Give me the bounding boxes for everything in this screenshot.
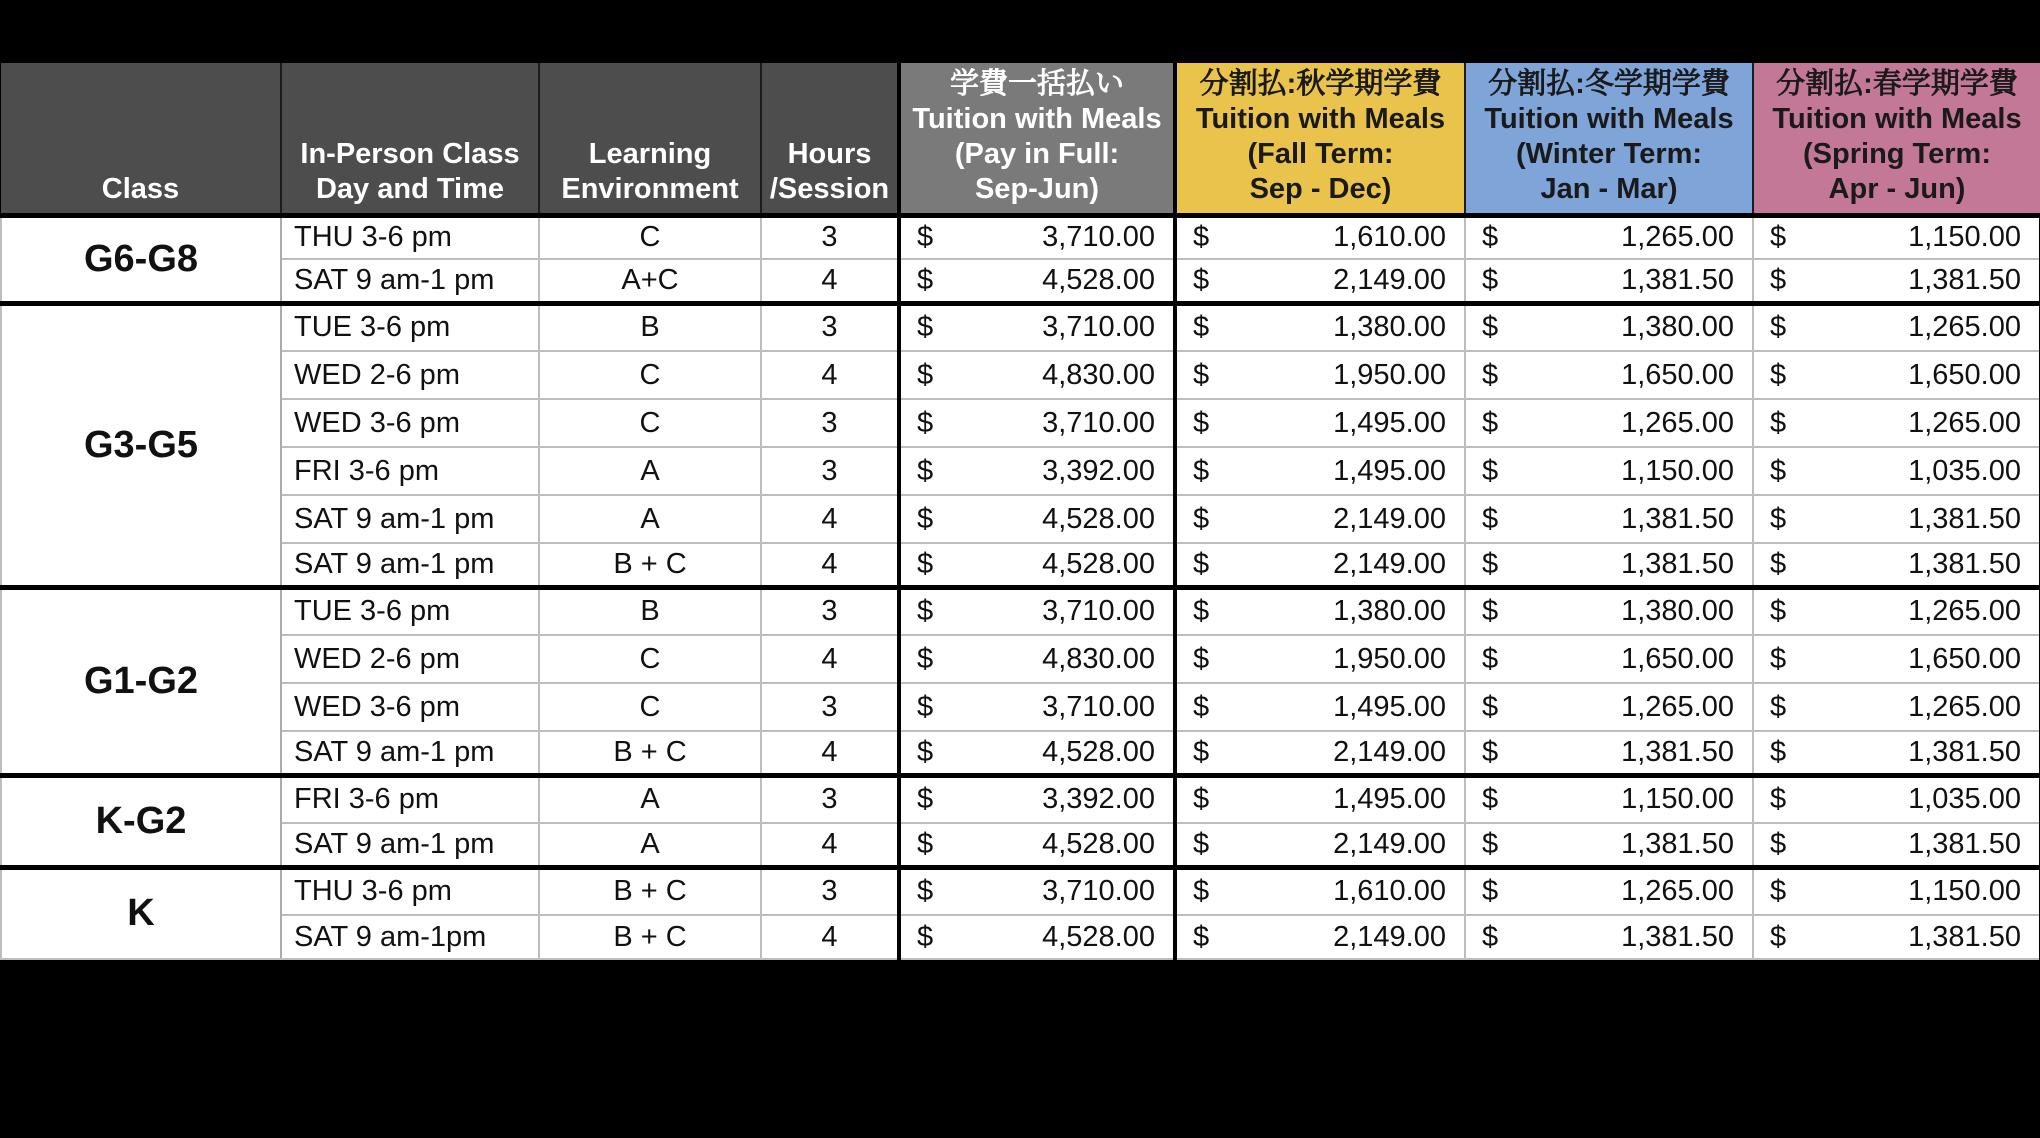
amount-value: 1,035.00 <box>1908 783 2021 816</box>
currency-symbol: $ <box>1770 358 1787 391</box>
currency-symbol: $ <box>1770 642 1787 675</box>
spring-term-cell <box>1753 587 2040 635</box>
header-day-time-line-2: Day and Time <box>315 172 505 205</box>
environment-cell: A <box>539 495 761 543</box>
currency-symbol: $ <box>1193 358 1210 391</box>
header-environment-line-1: Learning <box>588 137 712 170</box>
amount-value: 1,381.50 <box>1908 263 2021 296</box>
fall-term-cell <box>1175 447 1465 495</box>
hours-cell: 4 <box>761 823 899 867</box>
hours-cell: 4 <box>761 495 899 543</box>
currency-symbol: $ <box>917 502 934 535</box>
pay-in-full-cell <box>899 447 1175 495</box>
environment-cell: C <box>539 351 761 399</box>
amount-value: 3,392.00 <box>1042 783 1155 816</box>
spring-term-cell <box>1753 731 2040 775</box>
currency-symbol: $ <box>1482 406 1499 439</box>
fall-term-cell <box>1175 587 1465 635</box>
currency-symbol: $ <box>1193 920 1210 953</box>
environment-cell: A <box>539 823 761 867</box>
amount-value: 1,381.50 <box>1908 735 2021 768</box>
currency-symbol: $ <box>1482 690 1499 723</box>
environment-cell: A <box>539 775 761 823</box>
currency-symbol: $ <box>1193 875 1210 908</box>
currency-symbol: $ <box>1482 221 1499 254</box>
currency-symbol: $ <box>1193 595 1210 628</box>
amount-value: 1,265.00 <box>1908 406 2021 439</box>
hours-cell: 3 <box>761 683 899 731</box>
amount-value: 3,710.00 <box>1042 690 1155 723</box>
currency-symbol: $ <box>1770 406 1787 439</box>
pay-in-full-cell <box>899 635 1175 683</box>
amount-value: 1,495.00 <box>1333 406 1446 439</box>
currency-symbol: $ <box>1193 502 1210 535</box>
environment-cell: B + C <box>539 543 761 587</box>
pay-in-full-cell <box>899 683 1175 731</box>
table-row <box>1 915 2040 959</box>
amount-value: 1,380.00 <box>1621 595 1734 628</box>
amount-value: 1,381.50 <box>1621 502 1734 535</box>
table-row <box>1 447 2040 495</box>
class-label: G1-G2 <box>1 587 281 775</box>
hours-cell: 3 <box>761 399 899 447</box>
currency-symbol: $ <box>1770 311 1787 344</box>
amount-value: 1,495.00 <box>1333 690 1446 723</box>
currency-symbol: $ <box>1770 547 1787 580</box>
amount-value: 1,381.50 <box>1908 502 2021 535</box>
header-winter-line-3: (Winter Term: <box>1515 137 1703 170</box>
pay-in-full-cell <box>899 495 1175 543</box>
spring-term-cell <box>1753 915 2040 959</box>
currency-symbol: $ <box>1193 642 1210 675</box>
environment-cell: B + C <box>539 731 761 775</box>
amount-value: 1,265.00 <box>1621 875 1734 908</box>
amount-value: 1,265.00 <box>1621 690 1734 723</box>
amount-value: 2,149.00 <box>1333 547 1446 580</box>
day-time-cell: SAT 9 am-1 pm <box>281 259 539 303</box>
currency-symbol: $ <box>917 875 934 908</box>
amount-value: 1,150.00 <box>1621 454 1734 487</box>
hours-cell: 3 <box>761 303 899 351</box>
hours-cell: 4 <box>761 259 899 303</box>
day-time-cell: TUE 3-6 pm <box>281 303 539 351</box>
currency-symbol: $ <box>1770 875 1787 908</box>
fall-term-cell <box>1175 823 1465 867</box>
hours-cell: 3 <box>761 215 899 259</box>
amount-value: 4,528.00 <box>1042 502 1155 535</box>
header-winter-term <box>1465 63 1753 215</box>
amount-value: 1,380.00 <box>1333 595 1446 628</box>
environment-cell: B + C <box>539 867 761 915</box>
header-winter-line-1: 分割払:冬学期学費 <box>1488 67 1730 100</box>
header-full-line-1: 学費一括払い <box>949 67 1124 100</box>
currency-symbol: $ <box>1770 920 1787 953</box>
header-pay-in-full <box>899 63 1175 215</box>
header-spring-line-4: Apr - Jun) <box>1828 172 1966 205</box>
table-row <box>1 215 2040 259</box>
pay-in-full-cell <box>899 823 1175 867</box>
table-row <box>1 351 2040 399</box>
header-day-time <box>281 63 539 215</box>
amount-value: 4,528.00 <box>1042 735 1155 768</box>
currency-symbol: $ <box>1482 783 1499 816</box>
amount-value: 1,381.50 <box>1621 263 1734 296</box>
pay-in-full-cell <box>899 215 1175 259</box>
class-label: G3-G5 <box>1 303 281 587</box>
currency-symbol: $ <box>1770 454 1787 487</box>
day-time-cell: WED 2-6 pm <box>281 351 539 399</box>
amount-value: 3,392.00 <box>1042 454 1155 487</box>
winter-term-cell <box>1465 351 1753 399</box>
day-time-cell: TUE 3-6 pm <box>281 587 539 635</box>
header-hours-line-1: Hours <box>787 137 872 170</box>
currency-symbol: $ <box>1482 875 1499 908</box>
fall-term-cell <box>1175 915 1465 959</box>
amount-value: 3,710.00 <box>1042 875 1155 908</box>
amount-value: 4,830.00 <box>1042 358 1155 391</box>
day-time-cell: SAT 9 am-1 pm <box>281 731 539 775</box>
currency-symbol: $ <box>1193 827 1210 860</box>
amount-value: 1,950.00 <box>1333 642 1446 675</box>
currency-symbol: $ <box>1770 263 1787 296</box>
currency-symbol: $ <box>1482 358 1499 391</box>
currency-symbol: $ <box>1482 595 1499 628</box>
winter-term-cell <box>1465 867 1753 915</box>
currency-symbol: $ <box>1770 595 1787 628</box>
winter-term-cell <box>1465 215 1753 259</box>
currency-symbol: $ <box>1482 454 1499 487</box>
table-row <box>1 775 2040 823</box>
fall-term-cell <box>1175 731 1465 775</box>
currency-symbol: $ <box>1482 920 1499 953</box>
header-class <box>1 63 281 215</box>
spring-term-cell <box>1753 215 2040 259</box>
header-spring-line-1: 分割払:春学期学費 <box>1776 67 2018 100</box>
header-day-time-line-1: In-Person Class <box>300 137 520 170</box>
currency-symbol: $ <box>1482 735 1499 768</box>
day-time-cell: THU 3-6 pm <box>281 215 539 259</box>
day-time-cell: FRI 3-6 pm <box>281 775 539 823</box>
hours-cell: 4 <box>761 731 899 775</box>
currency-symbol: $ <box>1193 690 1210 723</box>
currency-symbol: $ <box>1193 311 1210 344</box>
winter-term-cell <box>1465 587 1753 635</box>
currency-symbol: $ <box>1482 263 1499 296</box>
header-hours-line-2: /Session <box>769 172 890 205</box>
pay-in-full-cell <box>899 543 1175 587</box>
pay-in-full-cell <box>899 731 1175 775</box>
fall-term-cell <box>1175 215 1465 259</box>
environment-cell: B <box>539 587 761 635</box>
winter-term-cell <box>1465 683 1753 731</box>
spring-term-cell <box>1753 635 2040 683</box>
amount-value: 1,265.00 <box>1908 690 2021 723</box>
environment-cell: A+C <box>539 259 761 303</box>
amount-value: 1,610.00 <box>1333 221 1446 254</box>
spring-term-cell <box>1753 399 2040 447</box>
amount-value: 3,710.00 <box>1042 595 1155 628</box>
table-body <box>1 215 2040 959</box>
fall-term-cell <box>1175 259 1465 303</box>
amount-value: 3,710.00 <box>1042 221 1155 254</box>
currency-symbol: $ <box>917 595 934 628</box>
header-full-line-4: Sep-Jun) <box>974 172 1100 205</box>
winter-term-cell <box>1465 915 1753 959</box>
winter-term-cell <box>1465 399 1753 447</box>
amount-value: 1,381.50 <box>1621 827 1734 860</box>
amount-value: 2,149.00 <box>1333 920 1446 953</box>
amount-value: 1,265.00 <box>1621 406 1734 439</box>
amount-value: 1,150.00 <box>1621 783 1734 816</box>
winter-term-cell <box>1465 303 1753 351</box>
hours-cell: 3 <box>761 587 899 635</box>
table-row <box>1 399 2040 447</box>
environment-cell: C <box>539 215 761 259</box>
spring-term-cell <box>1753 447 2040 495</box>
table-row <box>1 731 2040 775</box>
header-winter-line-4: Jan - Mar) <box>1540 172 1678 205</box>
environment-cell: B + C <box>539 915 761 959</box>
currency-symbol: $ <box>1770 690 1787 723</box>
table-row <box>1 303 2040 351</box>
day-time-cell: SAT 9 am-1 pm <box>281 823 539 867</box>
winter-term-cell <box>1465 543 1753 587</box>
tuition-table <box>0 63 2040 960</box>
fall-term-cell <box>1175 635 1465 683</box>
amount-value: 1,265.00 <box>1621 221 1734 254</box>
day-time-cell: FRI 3-6 pm <box>281 447 539 495</box>
hours-cell: 3 <box>761 775 899 823</box>
header-fall-line-1: 分割払:秋学期学費 <box>1199 67 1442 100</box>
hours-cell: 4 <box>761 351 899 399</box>
fall-term-cell <box>1175 351 1465 399</box>
amount-value: 1,150.00 <box>1908 875 2021 908</box>
fall-term-cell <box>1175 303 1465 351</box>
day-time-cell: THU 3-6 pm <box>281 867 539 915</box>
currency-symbol: $ <box>1770 735 1787 768</box>
winter-term-cell <box>1465 823 1753 867</box>
header-full-line-3: (Pay in Full: <box>954 137 1120 170</box>
amount-value: 3,710.00 <box>1042 406 1155 439</box>
amount-value: 1,381.50 <box>1621 547 1734 580</box>
spring-term-cell <box>1753 351 2040 399</box>
header-spring-term <box>1753 63 2040 215</box>
day-time-cell: SAT 9 am-1 pm <box>281 495 539 543</box>
class-label: K-G2 <box>1 775 281 867</box>
pay-in-full-cell <box>899 587 1175 635</box>
environment-cell: C <box>539 399 761 447</box>
hours-cell: 3 <box>761 447 899 495</box>
currency-symbol: $ <box>1193 547 1210 580</box>
header-spring-line-3: (Spring Term: <box>1803 137 1991 170</box>
day-time-cell: WED 2-6 pm <box>281 635 539 683</box>
winter-term-cell <box>1465 447 1753 495</box>
currency-symbol: $ <box>917 783 934 816</box>
header-full-line-2: Tuition with Meals <box>912 102 1162 135</box>
spring-term-cell <box>1753 303 2040 351</box>
currency-symbol: $ <box>917 690 934 723</box>
fall-term-cell <box>1175 775 1465 823</box>
currency-symbol: $ <box>917 454 934 487</box>
currency-symbol: $ <box>1193 406 1210 439</box>
table-row <box>1 543 2040 587</box>
day-time-cell: SAT 9 am-1pm <box>281 915 539 959</box>
pay-in-full-cell <box>899 303 1175 351</box>
day-time-cell: WED 3-6 pm <box>281 683 539 731</box>
table-row <box>1 495 2040 543</box>
day-time-cell: WED 3-6 pm <box>281 399 539 447</box>
hours-cell: 4 <box>761 915 899 959</box>
currency-symbol: $ <box>917 263 934 296</box>
currency-symbol: $ <box>917 827 934 860</box>
fall-term-cell <box>1175 399 1465 447</box>
amount-value: 1,265.00 <box>1908 595 2021 628</box>
fall-term-cell <box>1175 683 1465 731</box>
table-row <box>1 683 2040 731</box>
top-black-bar <box>0 0 2040 63</box>
environment-cell: B <box>539 303 761 351</box>
spring-term-cell <box>1753 495 2040 543</box>
table-row <box>1 867 2040 915</box>
currency-symbol: $ <box>917 358 934 391</box>
currency-symbol: $ <box>1770 827 1787 860</box>
day-time-cell: SAT 9 am-1 pm <box>281 543 539 587</box>
winter-term-cell <box>1465 775 1753 823</box>
currency-symbol: $ <box>1193 783 1210 816</box>
winter-term-cell <box>1465 635 1753 683</box>
header-environment-line-2: Environment <box>561 172 739 205</box>
currency-symbol: $ <box>917 642 934 675</box>
pay-in-full-cell <box>899 259 1175 303</box>
environment-cell: C <box>539 683 761 731</box>
amount-value: 1,381.50 <box>1908 547 2021 580</box>
hours-cell: 3 <box>761 867 899 915</box>
amount-value: 2,149.00 <box>1333 827 1446 860</box>
table-row <box>1 259 2040 303</box>
spring-term-cell <box>1753 867 2040 915</box>
amount-value: 1,650.00 <box>1908 642 2021 675</box>
pay-in-full-cell <box>899 867 1175 915</box>
amount-value: 1,150.00 <box>1908 221 2021 254</box>
header-row <box>1 63 2040 215</box>
header-hours <box>761 63 899 215</box>
currency-symbol: $ <box>917 221 934 254</box>
currency-symbol: $ <box>1482 642 1499 675</box>
spring-term-cell <box>1753 775 2040 823</box>
table-row <box>1 587 2040 635</box>
amount-value: 2,149.00 <box>1333 263 1446 296</box>
amount-value: 1,380.00 <box>1333 311 1446 344</box>
winter-term-cell <box>1465 259 1753 303</box>
header-learning-environment <box>539 63 761 215</box>
currency-symbol: $ <box>917 311 934 344</box>
amount-value: 1,650.00 <box>1621 642 1734 675</box>
amount-value: 1,381.50 <box>1908 827 2021 860</box>
amount-value: 4,528.00 <box>1042 547 1155 580</box>
currency-symbol: $ <box>1482 502 1499 535</box>
fall-term-cell <box>1175 543 1465 587</box>
header-fall-line-2: Tuition with Meals <box>1195 102 1446 135</box>
currency-symbol: $ <box>917 406 934 439</box>
pay-in-full-cell <box>899 399 1175 447</box>
header-fall-line-4: Sep - Dec) <box>1249 172 1392 205</box>
header-fall-term <box>1175 63 1465 215</box>
winter-term-cell <box>1465 495 1753 543</box>
header-fall-line-3: (Fall Term: <box>1247 137 1394 170</box>
pay-in-full-cell <box>899 915 1175 959</box>
spring-term-cell <box>1753 259 2040 303</box>
table-row <box>1 635 2040 683</box>
amount-value: 4,830.00 <box>1042 642 1155 675</box>
currency-symbol: $ <box>917 735 934 768</box>
amount-value: 1,495.00 <box>1333 454 1446 487</box>
currency-symbol: $ <box>1770 783 1787 816</box>
amount-value: 3,710.00 <box>1042 311 1155 344</box>
currency-symbol: $ <box>1482 547 1499 580</box>
spring-term-cell <box>1753 823 2040 867</box>
currency-symbol: $ <box>1193 454 1210 487</box>
fall-term-cell <box>1175 867 1465 915</box>
currency-symbol: $ <box>1193 735 1210 768</box>
currency-symbol: $ <box>1482 827 1499 860</box>
amount-value: 1,265.00 <box>1908 311 2021 344</box>
amount-value: 1,381.50 <box>1908 920 2021 953</box>
amount-value: 1,610.00 <box>1333 875 1446 908</box>
pay-in-full-cell <box>899 775 1175 823</box>
currency-symbol: $ <box>1770 502 1787 535</box>
currency-symbol: $ <box>917 547 934 580</box>
amount-value: 1,381.50 <box>1621 920 1734 953</box>
environment-cell: A <box>539 447 761 495</box>
environment-cell: C <box>539 635 761 683</box>
class-label: K <box>1 867 281 959</box>
currency-symbol: $ <box>917 920 934 953</box>
amount-value: 1,950.00 <box>1333 358 1446 391</box>
amount-value: 1,650.00 <box>1621 358 1734 391</box>
amount-value: 2,149.00 <box>1333 502 1446 535</box>
amount-value: 4,528.00 <box>1042 827 1155 860</box>
amount-value: 1,381.50 <box>1621 735 1734 768</box>
amount-value: 4,528.00 <box>1042 920 1155 953</box>
header-class-line: Class <box>101 172 180 205</box>
class-label: G6-G8 <box>1 215 281 303</box>
amount-value: 1,035.00 <box>1908 454 2021 487</box>
pay-in-full-cell <box>899 351 1175 399</box>
fall-term-cell <box>1175 495 1465 543</box>
header-winter-line-2: Tuition with Meals <box>1484 102 1734 135</box>
spring-term-cell <box>1753 543 2040 587</box>
currency-symbol: $ <box>1482 311 1499 344</box>
currency-symbol: $ <box>1770 221 1787 254</box>
amount-value: 1,380.00 <box>1621 311 1734 344</box>
currency-symbol: $ <box>1193 221 1210 254</box>
winter-term-cell <box>1465 731 1753 775</box>
amount-value: 1,495.00 <box>1333 783 1446 816</box>
hours-cell: 4 <box>761 543 899 587</box>
amount-value: 4,528.00 <box>1042 263 1155 296</box>
currency-symbol: $ <box>1193 263 1210 296</box>
spring-term-cell <box>1753 683 2040 731</box>
amount-value: 1,650.00 <box>1908 358 2021 391</box>
table-row <box>1 823 2040 867</box>
hours-cell: 4 <box>761 635 899 683</box>
amount-value: 2,149.00 <box>1333 735 1446 768</box>
header-spring-line-2: Tuition with Meals <box>1772 102 2022 135</box>
